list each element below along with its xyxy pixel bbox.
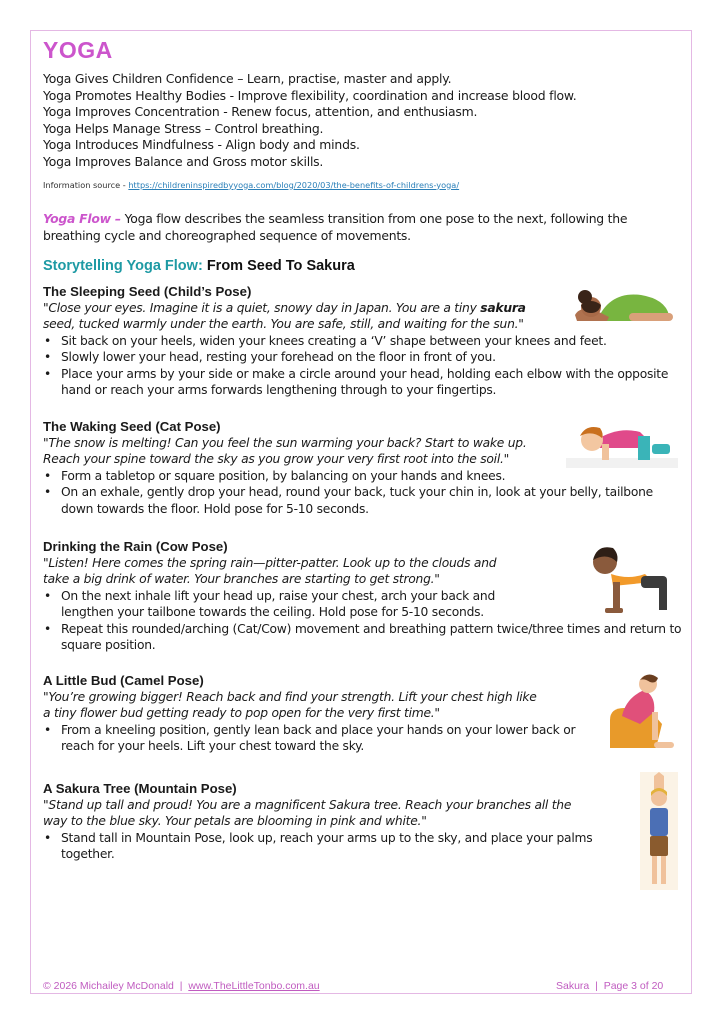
- footer-right: [556, 980, 663, 992]
- quote-line: Reach your spine toward the sky as you grow your very first root into the soil.": [43, 452, 510, 467]
- benefit-line: Yoga Promotes Healthy Bodies - Improve flexibility, coordination and increase blood flow.: [43, 87, 577, 103]
- benefit-line: Yoga Improves Concentration - Renew focus, attention, and enthusiasm.: [43, 104, 478, 120]
- quote-bold-word: sakura: [480, 301, 526, 315]
- pose-title: A Little Bud (Camel Pose): [43, 673, 204, 688]
- cat-pose-illustration-icon: [566, 418, 678, 468]
- list-item: • On an exhale, gently drop your head, round your back, tuck your chin in, look at your belly, tailbone down towards the floor. Hold pose for 5-10 seconds.: [43, 484, 683, 517]
- list-item: • Place your arms by your side or make a circle around your head, holding each elbow with the opposite hand or reach your arms forwards lengthening through to your fingertips.: [43, 366, 683, 399]
- quote-line: "The snow is melting! Can you feel the sun warming your back? Start to wake up.: [43, 436, 527, 450]
- quote-line: "You’re growing bigger! Reach back and find your strength. Lift your chest high like: [43, 690, 537, 704]
- yoga-flow-label: Yoga Flow –: [43, 210, 121, 226]
- storytelling-heading: [43, 258, 683, 274]
- benefit-line: Yoga Helps Manage Stress – Control breathing.: [43, 120, 324, 136]
- quote-line: take a big drink of water. Your branches are starting to get strong.": [43, 572, 440, 587]
- list-item: • From a kneeling position, gently lean back and place your hands on your lower back or reach for your heels. Lift your chest toward the sky.: [43, 722, 581, 755]
- pose-quote: [43, 689, 683, 722]
- quote-line: seed, tucked warmly under the earth. You are safe, still, and waiting for the sun.": [43, 317, 524, 332]
- information-source: [43, 180, 683, 190]
- pose-title: Drinking the Rain (Cow Pose): [43, 539, 228, 554]
- footer-separator: |: [179, 980, 183, 992]
- benefit-line: Yoga Improves Balance and Gross motor skills.: [43, 153, 324, 169]
- camel-pose-illustration-icon: [604, 672, 678, 752]
- quote-line: "Close your eyes. Imagine it is a quiet, snowy day in Japan. You are a tiny: [43, 301, 481, 315]
- benefit-line: Yoga Gives Children Confidence – Learn, practise, master and apply.: [43, 71, 452, 86]
- pose-title: A Sakura Tree (Mountain Pose): [43, 781, 237, 796]
- yoga-flow-paragraph: [43, 210, 683, 244]
- pose-instructions: [43, 830, 683, 863]
- pose-section: [43, 780, 683, 863]
- benefit-line: Yoga Introduces Mindfulness - Align body and minds.: [43, 137, 360, 153]
- quote-line: "Listen! Here comes the spring rain—pitter-patter. Look up to the clouds and: [43, 556, 497, 570]
- footer-website-link[interactable]: www.TheLittleTonbo.com.au: [188, 980, 320, 992]
- pose-instructions: [43, 333, 683, 399]
- source-link[interactable]: https://childreninspiredbyyoga.com/blog/2020/03/the-benefits-of-childrens-yoga/: [128, 179, 460, 190]
- storytelling-label: Storytelling Yoga Flow:: [43, 257, 203, 274]
- benefits-list: [43, 71, 683, 171]
- list-item: • On the next inhale lift your head up, raise your chest, arch your back and lengthen your tailbone towards the ceiling. Hold pose for 5-10 seconds.: [43, 588, 519, 621]
- page-title: YOGA: [43, 37, 113, 63]
- list-item: • Stand tall in Mountain Pose, look up, reach your arms up to the sky, and place your palms together.: [43, 830, 611, 863]
- footer-separator: |: [595, 980, 598, 992]
- source-label: Information source -: [43, 179, 126, 190]
- pose-instructions: [43, 468, 683, 517]
- yoga-flow-text: Yoga flow describes the seamless transition from one pose to the next, following the breathing cycle and choreographed sequence of movements.: [43, 210, 628, 243]
- quote-line: way to the blue sky. Your petals are blooming in pink and white.": [43, 814, 427, 829]
- list-item: • Sit back on your heels, widen your knees creating a ‘V’ shape between your knees and feet.: [43, 333, 683, 349]
- pose-quote: [43, 797, 683, 830]
- child-pose-illustration-icon: [569, 283, 681, 325]
- page-content: [43, 36, 683, 274]
- footer-page-number: Page 3 of 20: [603, 980, 664, 992]
- footer-copyright: © 2026 Michailey McDonald: [43, 980, 174, 992]
- quote-line: a tiny flower bud getting ready to pop open for the very first time.": [43, 706, 440, 721]
- pose-section: [43, 672, 683, 755]
- footer-left: [43, 980, 320, 992]
- pose-instructions: [43, 722, 683, 755]
- cow-pose-illustration-icon: [583, 538, 679, 614]
- footer-doc-name: Sakura: [556, 980, 590, 992]
- list-item: • Form a tabletop or square position, by balancing on your hands and knees.: [43, 468, 683, 484]
- list-item: • Slowly lower your head, resting your forehead on the floor in front of you.: [43, 349, 683, 365]
- pose-title: The Waking Seed (Cat Pose): [43, 419, 221, 434]
- pose-title: The Sleeping Seed (Child’s Pose): [43, 284, 252, 299]
- list-item: • Repeat this rounded/arching (Cat/Cow) movement and breathing pattern twice/three times and return to square position.: [43, 621, 683, 654]
- quote-line: "Stand up tall and proud! You are a magnificent Sakura tree. Reach your branches all the: [43, 798, 572, 812]
- mountain-pose-illustration-icon: [640, 772, 678, 890]
- storytelling-title: From Seed To Sakura: [206, 257, 355, 274]
